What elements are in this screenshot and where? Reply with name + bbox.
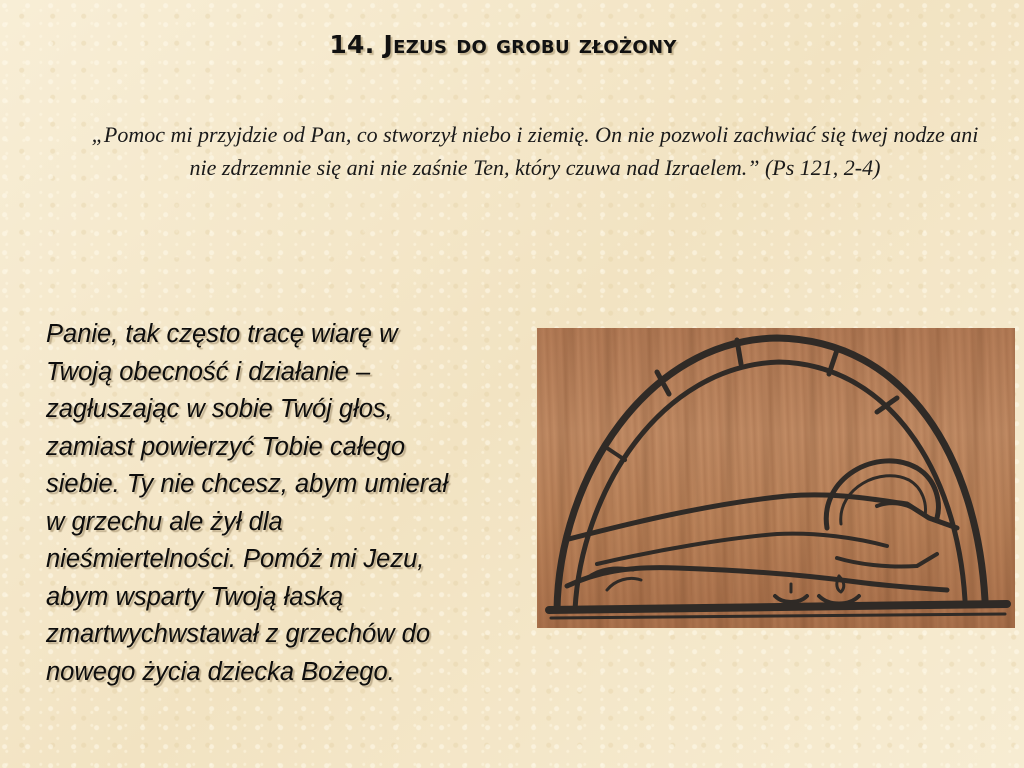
prayer-line: nowego życia dziecka Bożego.	[46, 657, 395, 686]
scripture-quote: „Pomoc mi przyjdzie od Pan, co stworzył niebo i ziemię. On nie pozwoli zachwiać się twej nodze ani nie zdrzemnie się ani nie zaśnie Ten, który czuwa nad Izraelem.” (Ps 121, 2-4)	[91, 122, 979, 180]
prayer-line: w grzechu ale żył dla	[46, 507, 283, 536]
prayer-line: zmartwychwstawał z grzechów do	[46, 620, 431, 648]
prayer-line: siebie. Ty nie chcesz, abym umierał	[46, 470, 449, 498]
slide-title: 14. Jezus do grobu złożony	[329, 30, 677, 59]
prayer-line: abym wsparty Twoją łaską	[46, 582, 344, 611]
prayer-line: zamiast powierzyć Tobie całego	[46, 432, 406, 461]
prayer-line: Panie, tak często tracę wiarę w	[46, 320, 398, 348]
prayer-line: zagłuszając w sobie Twój głos,	[46, 395, 393, 423]
prayer-text	[46, 316, 546, 691]
tomb-relief-photo	[537, 328, 1015, 628]
prayer-line: nieśmiertelności. Pomóż mi Jezu,	[46, 545, 425, 573]
base-bar	[549, 604, 1007, 610]
lamp-left	[775, 596, 807, 602]
iron-relief-illustration	[537, 328, 1015, 628]
prayer-line: Twoją obecność i działanie –	[46, 357, 371, 386]
